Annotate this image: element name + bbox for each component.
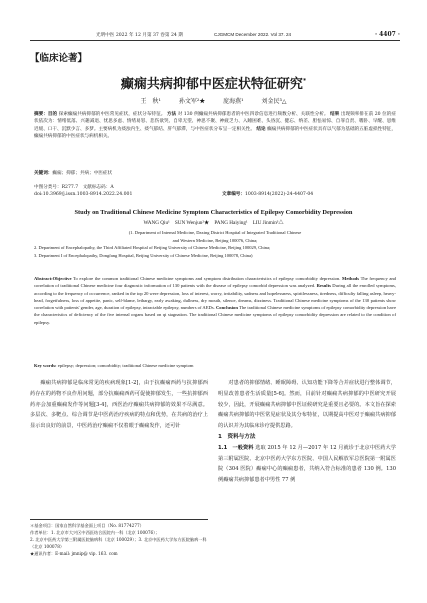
section-tag: 【临床论著】 — [30, 53, 88, 64]
keywords-label-en: Key words: — [34, 363, 57, 368]
body-paragraph: 癫痫共病抑郁是临床常见的疾病现象[1-2]，由于抗癫痫西药与抗抑郁西药存在的药物不良作用问题，部分抗癫痫西药可促使抑郁发生，一些抗抑郁西药亦会加重癫痫发作等问题[3-4]，西医治疗癫痫共病抑郁的效果不尽满意。多层次、多靶点、综合调节是中医药治疗疾病的特点和优势，在共病的治疗上显示出良好的前景，中医药治疗癫痫不仅着眼于癫痫发作，还可针 — [30, 380, 208, 430]
result-text: 出现频率排在前 20 位的症状依次为：情绪低落、兴趣减退、忧思多虑、情绪易怒、悲伤欲哭、自卑无望、神思不聚、神疲乏力、入睡困难、头昏沉、健忘、纳差、胆怯易惊、自罪自责、嗜卧、早醒、思维迟缓、口干、沉默少言、多梦。主要病机为痰浊内生、痰气郁结、肝气郁滞，与中医症状分布呈一定相关性。 — [34, 112, 396, 132]
journal-issue-en: CJGMCM December 2022. Vol 37. 24 — [214, 32, 292, 37]
objective-text-en: To explore the common traditional Chinese medicine symptoms and symptom distribution characteristics of epilepsy comorbidity depression. — [73, 276, 341, 281]
page-title — [0, 73, 427, 92]
running-header — [30, 31, 400, 41]
title-en: Study on Traditional Chinese Medicine Symptom Characteristics of Epilepsy Comorbidity Depression — [74, 209, 353, 216]
footnote-line: ＊基金项目：国家自然科学基金面上项目（No. 81774277） — [30, 523, 144, 528]
affiliation-line: 2. Department of Encephalopathy, the Third Affiliated Hospital of Beijing University of Chinese Medicine, Beijing 100029, China; — [34, 245, 271, 250]
objective-label-en: Objective — [52, 276, 72, 281]
subsection-heading: 1.1 一般资料 — [218, 444, 254, 451]
affiliations-en — [34, 229, 396, 259]
title-text: 癫痫共病抑郁中医症状特征研究 — [120, 77, 303, 92]
keywords-text: 癫痫；抑郁；共病；中医症状 — [52, 171, 113, 176]
conclusion-label: 结论 — [256, 126, 266, 132]
method-label: 方法 — [166, 112, 177, 117]
abstract-label: 摘要： — [34, 112, 48, 117]
keywords-cn — [34, 170, 396, 177]
footnote-line: ★通讯作者：E-mail: jmnip@ vip. 163. com — [30, 550, 118, 556]
method-text-en: The frequency and correlation of traditional Chinese medicine four diagnostic information of 130 patients with the disease of epilepsy comorbid depression was analyzed. — [34, 276, 396, 289]
affiliation-line: (1. Department of Internal Medicine, Daxing District Hospital of Integrated Traditional Chinese — [128, 230, 302, 235]
article-id-label: 文章编号： — [222, 192, 245, 198]
author: 孙文军²★ — [178, 98, 206, 105]
subsection-text: 选取 2015 年 12 月—2017 年 12 月就诊于北京中医药大学第三附属医院、北京中医药大学东方医院、中国人民解放军总医院第一附属医院（304 医院）癫痫中心的癫痫患者，共纳入符合标准的患者 130 例。130 例癫痫共病抑郁患者中男性 77 例 — [218, 444, 396, 484]
keywords-text-en: epilepsy; depression; comorbidity; traditional Chinese medicine symptom — [57, 363, 194, 368]
authors-cn — [0, 96, 427, 105]
affiliation-line: 3. Department I of Encephalopathy, Dongfang Hospital, Beijing University of Chinese Medicine, Beijing 100078, China) — [34, 252, 253, 258]
author: 刘金民³△ — [261, 98, 287, 105]
result-label: 结果 — [330, 112, 340, 117]
authors-en: WANG Qiu¹ SUN Wenjun²★ PANG Haiying¹ LIU Jinmin³△ — [143, 220, 284, 226]
result-text-en: During all the enrolled symptoms, according to the frequency of occurrence, ranked in the top 20 were depression, loss of interest, worry, irritability, sadness and hopelessness, spiritlessness, tiredness, difficulty falling asleep, heavy-head, forgetfulness, loss of appetite, panic, self-blame, lethargy, early awaking, dullness, dry mouth, silence, dreams, dizziness. Traditional Chinese medicine symptoms of the 130 patients show correlation with patients' gender, age, duration of epilepsy, intractable epilepsy, numbers of AEDs. — [34, 283, 396, 311]
article-identifiers — [34, 184, 396, 199]
article-id: 1003-8914(2022)-24-4407-04 — [244, 192, 314, 198]
body-column-right — [218, 378, 396, 486]
author: 王 秋¹ — [140, 98, 161, 105]
result-label-en: Results — [316, 283, 331, 289]
body-paragraph: 对患者的抑郁情绪、睡眠障碍、认知功能下降等合并症状进行整体调节，明显改善患者生活质量[5-6]。然而，目前针对癫痫共病抑郁的中医研究开展较少，因此，开展癫痫共病抑郁中医证候研究是重要且必要的。本文旨在探索癫痫共病抑郁的中医常见症状及其分布特征，以期提高中医对于癫痫共病抑郁的认识并为其临床诊疗提供思路。 — [218, 380, 396, 430]
affiliation-line: and Western Medicine, Beijing 100076, China; — [172, 237, 258, 243]
section-heading: 1 资料与方法 — [218, 433, 256, 440]
doi: doi:10.3969/j.issn.1003-8914.2022.24.001 — [34, 192, 133, 198]
conclusion-text: 癫痫共病抑郁的中医症状具有以气郁为基础的五脏虚损性特征，癫痫共病抑郁的中医症状与病机相关。 — [34, 126, 396, 139]
objective-text: 探索癫痫共病抑郁的中医常见症状，症状分布特征。 — [58, 112, 166, 117]
conclusion-label-en: Conclusion — [215, 305, 238, 311]
footnote — [30, 519, 208, 558]
title-fund-mark: * — [302, 77, 307, 85]
abstract-en — [34, 275, 396, 326]
clc-line: 中图分类号：R277.7 文献标志码：A — [34, 185, 114, 190]
method-label-en: Methods — [341, 276, 360, 281]
abstract-label-en: Abstract: — [34, 276, 53, 281]
conclusion-text-en: The traditional Chinese medicine symptoms of epilepsy comorbidity depression have the characteristics of deficiency of the five internal organs based on qi stagnation. The traditional Chinese medicine symptoms of epilepsy comorbidity depression are related to the condition of epilepsy. — [34, 305, 396, 325]
abstract-cn — [34, 111, 396, 140]
footnote-line: 2. 北京中医药大学第三附属医院脑病科（北京 100029）；3. 北京中医药大学东方医院脑病一科（北京 100078） — [30, 536, 207, 549]
objective-label: 目的 — [47, 112, 58, 117]
journal-issue: 光明中医 2022 年 12 月第 37 卷第 24 期 — [96, 33, 183, 38]
method-text: 对 130 例癫痫共病抑郁患者的中医四诊信息进行频数分析、关联性分析。 — [177, 112, 329, 117]
keywords-label: 关键词： — [34, 171, 53, 176]
page-number: · 4407 · — [374, 31, 400, 38]
author: 庞海燕¹ — [223, 98, 244, 105]
keywords-en — [34, 362, 396, 369]
footnote-line: 作者单位：1. 北京市大兴区中西医结合医院内一科（北京 100076）； — [30, 529, 160, 535]
body-column-left — [30, 378, 208, 432]
